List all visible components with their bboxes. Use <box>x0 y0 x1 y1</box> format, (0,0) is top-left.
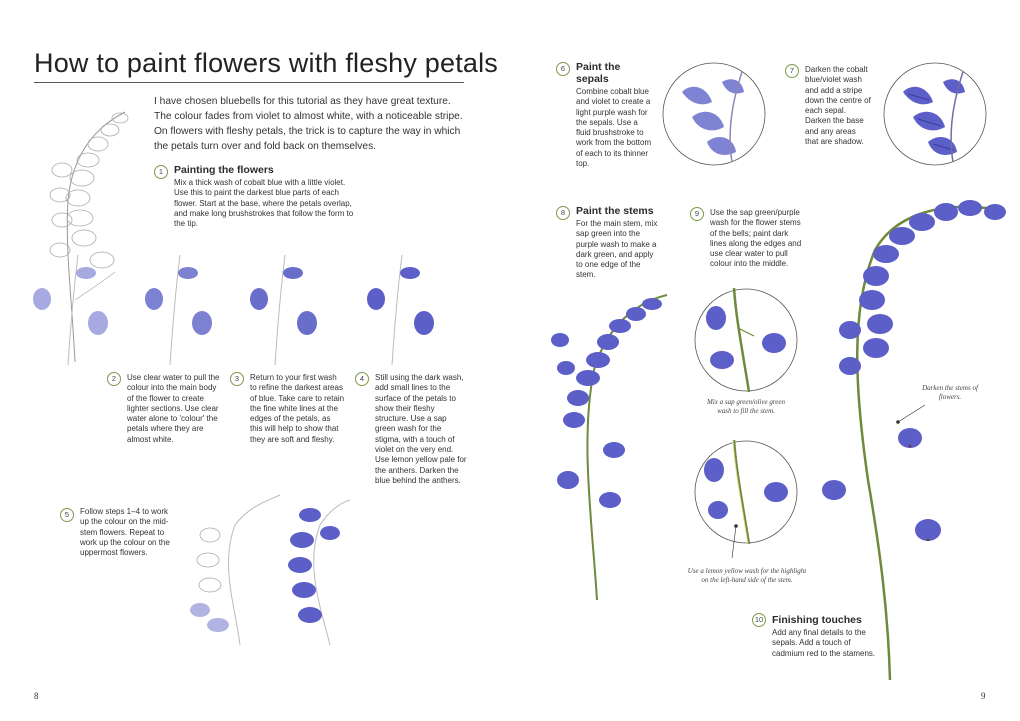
step-number-10: 10 <box>752 613 766 627</box>
step-number-5: 5 <box>60 508 74 522</box>
step-1-heading: Painting the flowers <box>174 164 274 176</box>
step-7-text: Darken the cobalt blue/violet wash and add a stripe down the centre of each sepal. Darken the base and any areas that are shadow. <box>805 65 871 147</box>
step-3-text: Return to your first wash to refine the darkest areas of blue. Take care to retain the fine white lines at the edges of the petals, as this will help to show that they are soft and fleshy. <box>250 373 345 444</box>
step-number-7: 7 <box>785 64 799 78</box>
step-8 <box>576 205 660 281</box>
step-number-2: 2 <box>107 372 121 386</box>
step-4-text: Still using the dark wash, add small lines to the surface of the petals to show their fleshy structure. Use a sap green wash for the stigma, with a touch of violet on the very end. Use lemon yellow pale for the anthers. Darken the blue behind the anthers. <box>375 373 467 485</box>
step-number-4: 4 <box>355 372 369 386</box>
step-9-text: Use the sap green/purple wash for the flower stems of the bells; paint dark lines along the edges and use clear water to pull colour into the middle. <box>710 208 802 269</box>
step-10-heading: Finishing touches <box>772 614 862 626</box>
bluebell-stage-1 <box>28 255 118 365</box>
bluebell-stem-painting <box>552 290 677 600</box>
step-number-8: 8 <box>556 206 570 220</box>
step-5-text: Follow steps 1–4 to work up the colour on the mid-stem flowers. Repeat to work up the colour on the uppermost flowers. <box>80 507 170 558</box>
caption-stem-fill: Mix a sap green/olive green wash to fill the stem. <box>706 398 785 415</box>
step-10 <box>772 614 882 659</box>
step-number-3: 3 <box>230 372 244 386</box>
page-number-right: 9 <box>981 691 986 701</box>
step-number-9: 9 <box>690 207 704 221</box>
step-2-text: Use clear water to pull the colour into the main body of the flower to create lighter sections. Use clear water alone to 'colour' the petals where they are almost white. <box>127 373 220 444</box>
page-number-left: 8 <box>34 691 39 701</box>
stem-detail-circle-2 <box>694 440 798 544</box>
step-10-text: Add any final details to the sepals. Add a touch of cadmium red to the stamens. <box>772 628 876 658</box>
step-8-heading: Paint the stems <box>576 205 654 217</box>
step-6 <box>576 61 654 169</box>
step-number-6: 6 <box>556 62 570 76</box>
page-title: How to paint flowers with fleshy petals <box>34 48 499 78</box>
step-6-heading: Paint the sepals <box>576 61 621 85</box>
caption-highlight: Use a lemon yellow wash for the highlight on the left-hand side of the stem. <box>687 567 807 584</box>
step-number-1: 1 <box>154 165 168 179</box>
bluebell-midstem-progress <box>180 495 350 645</box>
bluebell-stage-3 <box>245 255 335 365</box>
step-1 <box>174 164 356 229</box>
sepal-detail-circle-2 <box>883 62 987 166</box>
bluebell-stage-4 <box>362 255 452 365</box>
sepal-detail-circle-1 <box>662 62 766 166</box>
caption-darken-stems: Darken the stems of flowers. <box>922 384 978 401</box>
title-divider <box>34 82 464 83</box>
finished-bluebell-painting <box>820 190 1010 680</box>
bluebell-stage-2 <box>140 255 230 365</box>
step-6-text: Combine cobalt blue and violet to create a light purple wash for the sepals. Use a fluid brushstroke to work from the bottom of each to its thinner top. <box>576 87 652 169</box>
intro-paragraph: I have chosen bluebells for this tutorial as they have great texture. The colour fades from violet to almost white, with a noticeable stripe. On flowers with fleshy petals, the trick is to capture the way in which the petals turn over and fold back on themselves. <box>154 96 463 152</box>
step-1-text: Mix a thick wash of cobalt blue with a little violet. Use this to paint the darkest blue parts of each flower. Start at the base, where the petals overlap, and make long brushstrokes that follow the form to the tip. <box>174 178 354 229</box>
step-8-text: For the main stem, mix sap green into the purple wash to make a dark green, and apply to one edge of the stem. <box>576 219 658 280</box>
stem-detail-circle-1 <box>694 288 798 392</box>
